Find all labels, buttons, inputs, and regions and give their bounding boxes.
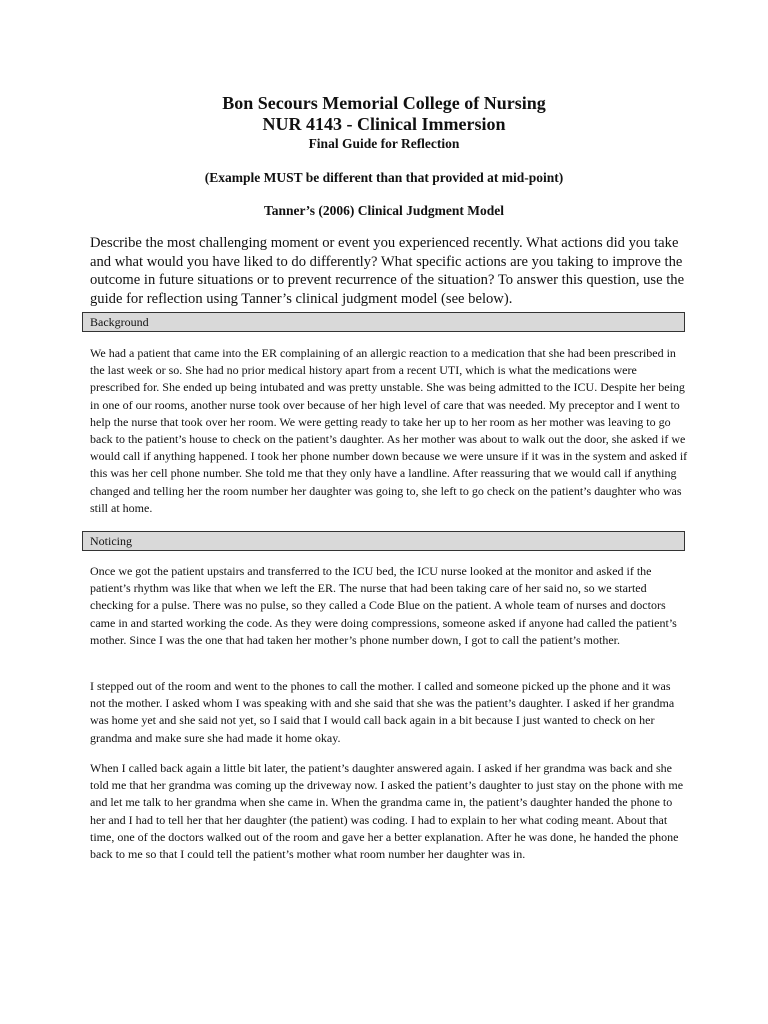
noticing-paragraph-1: Once we got the patient upstairs and transferred to the ICU bed, the ICU nurse looked at the monitor and asked if the patient’s rhythm was like that when we left the ER. The nurse that had been taking care of her said no, so we started checking for a pulse. There was no pulse, so they called a Code Blue on the patient. A whole team of nurses and doctors came in and started working the code. As they were doing compressions, someone asked if anyone had called the patient’s mother. Since I was the one that had taken her mother’s phone number down, I got to call the patient’s mother. — [90, 564, 677, 647]
course-title: NUR 4143 - Clinical Immersion — [262, 114, 506, 134]
model-title: Tanner’s (2006) Clinical Judgment Model — [263, 203, 504, 218]
background-paragraph: We had a patient that came into the ER complaining of an allergic reaction to a medication that she had been prescribed in the last week or so. She had no prior medical history apart from a recent UTI, which is what the medications were prescribed for. She ended up being intubated and was pretty unstable. She was being admitted to the ICU. Despite her being in one of our rooms, another nurse took over because of her high level of care that was needed. My preceptor and I went to help the nurse that took over her room. We were getting ready to take her up to her room as her mother was leaving to go back to the patient’s house to check on the patient’s daughter. As her mother was about to walk out the door, she asked if we would call if anything happened. I took her phone number down because we were unsure if it was in the system and asked if this was her cell phone number. She told me that they only have a landline. After reassuring that we would call if anything changed and telling her the room number her daughter was going to, she left to go check on the patient’s daughter who was still at home. — [90, 346, 688, 515]
example-note: (Example MUST be different than that provided at mid-point) — [204, 170, 564, 185]
college-title: Bon Secours Memorial College of Nursing — [222, 93, 546, 113]
intro-prompt: Describe the most challenging moment or event you experienced recently. What actions did you take and what would you have liked to do differently? What specific actions are you taking to improve the outcome in future situations or to prevent recurrence of the situation? To answer this question, use the guide for reflection using Tanner’s clinical judgment model (see below). — [90, 235, 685, 307]
noticing-paragraph-3: When I called back again a little bit later, the patient’s daughter answered again. I asked if her grandma was back and she told me that her grandma was coming up the driveway now. I asked the patient’s daughter to just stay on the phone with me and let me talk to her grandma when she came in. When the grandma came in, the patient’s daughter handed the phone to her and I had to tell her that her daughter (the patient) was coding. I had to explain to her what coding meant. About that time, one of the doctors walked out of the room and gave her a better explanation. After he was done, he handed the phone back to me so that I could tell the patient’s mother what room number her daughter was in. — [90, 761, 684, 862]
background-heading: Background — [82, 312, 685, 332]
title-block — [0, 93, 768, 152]
noticing-heading: Noticing — [82, 531, 685, 551]
noticing-paragraph-2: I stepped out of the room and went to the phones to call the mother. I called and someone picked up the phone and it was not the mother. I asked whom I was speaking with and she said that she was the patient’s daughter. I asked if her grandma was home yet and she said not yet, so I said that I would call back again in a bit because I just wanted to check on her grandma and make sure she had made it home okay. — [90, 679, 675, 745]
guide-title: Final Guide for Reflection — [308, 136, 460, 151]
